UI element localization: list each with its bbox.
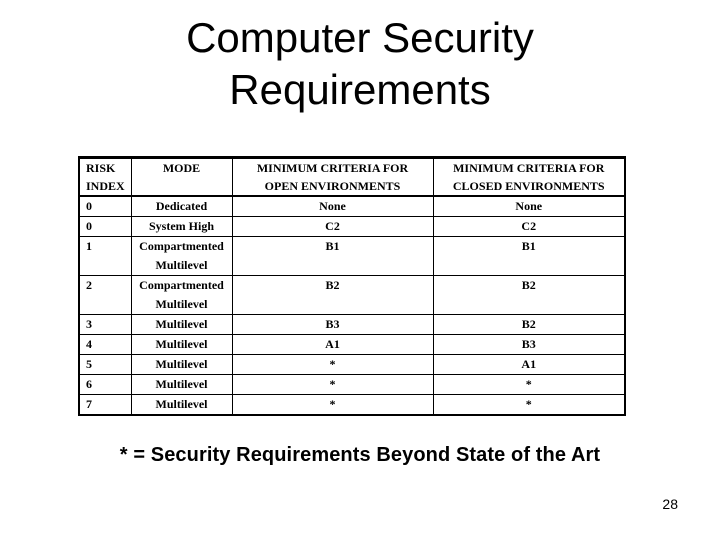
- open-criteria-cell: A1: [232, 335, 433, 355]
- mode-line-2: Multilevel: [155, 258, 208, 272]
- table-row: [79, 355, 625, 375]
- risk-index-cell: 0: [79, 196, 131, 217]
- mode-cell: [131, 237, 232, 276]
- closed-criteria-cell: *: [433, 395, 625, 416]
- header-risk-index: [79, 158, 131, 197]
- open-criteria-cell: B3: [232, 315, 433, 335]
- header-mode: [131, 158, 232, 197]
- page-number: 28: [662, 496, 678, 512]
- closed-criteria-cell: B2: [433, 276, 625, 315]
- closed-criteria-cell: B1: [433, 237, 625, 276]
- risk-index-cell: 4: [79, 335, 131, 355]
- closed-criteria-cell: B3: [433, 335, 625, 355]
- closed-criteria-cell: B2: [433, 315, 625, 335]
- security-criteria-table-container: [78, 156, 624, 416]
- slide-title-line-2: Requirements: [229, 66, 491, 113]
- slide-title: [0, 12, 720, 116]
- risk-index-cell: 1: [79, 237, 131, 276]
- mode-cell: Multilevel: [131, 395, 232, 416]
- closed-criteria-cell: *: [433, 375, 625, 395]
- open-criteria-cell: C2: [232, 217, 433, 237]
- risk-index-cell: 5: [79, 355, 131, 375]
- header-risk-line-2: INDEX: [86, 179, 125, 193]
- risk-index-cell: 2: [79, 276, 131, 315]
- open-criteria-cell: B2: [232, 276, 433, 315]
- open-criteria-cell: *: [232, 375, 433, 395]
- closed-criteria-cell: C2: [433, 217, 625, 237]
- table-row: [79, 315, 625, 335]
- table-row: [79, 395, 625, 416]
- header-closed-line-1: MINIMUM CRITERIA FOR: [453, 161, 605, 175]
- mode-line-1: Compartmented: [139, 239, 224, 253]
- risk-index-cell: 7: [79, 395, 131, 416]
- open-criteria-cell: None: [232, 196, 433, 217]
- closed-criteria-cell: A1: [433, 355, 625, 375]
- table-row: [79, 196, 625, 217]
- open-criteria-cell: *: [232, 355, 433, 375]
- open-criteria-cell: B1: [232, 237, 433, 276]
- table-row: [79, 335, 625, 355]
- header-mode-label: MODE: [162, 161, 201, 175]
- slide-title-line-1: Computer Security: [186, 14, 534, 61]
- mode-cell: Multilevel: [131, 315, 232, 335]
- header-risk-line-1: RISK: [86, 161, 116, 175]
- header-closed-line-2: CLOSED ENVIRONMENTS: [452, 179, 605, 193]
- table-row: [79, 375, 625, 395]
- mode-cell: Multilevel: [131, 335, 232, 355]
- risk-index-cell: 3: [79, 315, 131, 335]
- mode-cell: [131, 276, 232, 315]
- header-open-line-2: OPEN ENVIRONMENTS: [264, 179, 401, 193]
- footnote: * = Security Requirements Beyond State of the Art: [119, 444, 601, 466]
- mode-line-1: Compartmented: [139, 278, 224, 292]
- table-row: [79, 276, 625, 315]
- closed-criteria-cell: None: [433, 196, 625, 217]
- header-open-environments: [232, 158, 433, 197]
- open-criteria-cell: *: [232, 395, 433, 416]
- table-header-row: [79, 158, 625, 197]
- mode-cell: Multilevel: [131, 355, 232, 375]
- header-closed-environments: [433, 158, 625, 197]
- mode-cell: Dedicated: [131, 196, 232, 217]
- security-criteria-table: [78, 156, 626, 416]
- risk-index-cell: 0: [79, 217, 131, 237]
- mode-cell: System High: [131, 217, 232, 237]
- mode-cell: Multilevel: [131, 375, 232, 395]
- header-open-line-1: MINIMUM CRITERIA FOR: [256, 161, 409, 175]
- table-row: [79, 217, 625, 237]
- table-row: [79, 237, 625, 276]
- risk-index-cell: 6: [79, 375, 131, 395]
- mode-line-2: Multilevel: [155, 297, 208, 311]
